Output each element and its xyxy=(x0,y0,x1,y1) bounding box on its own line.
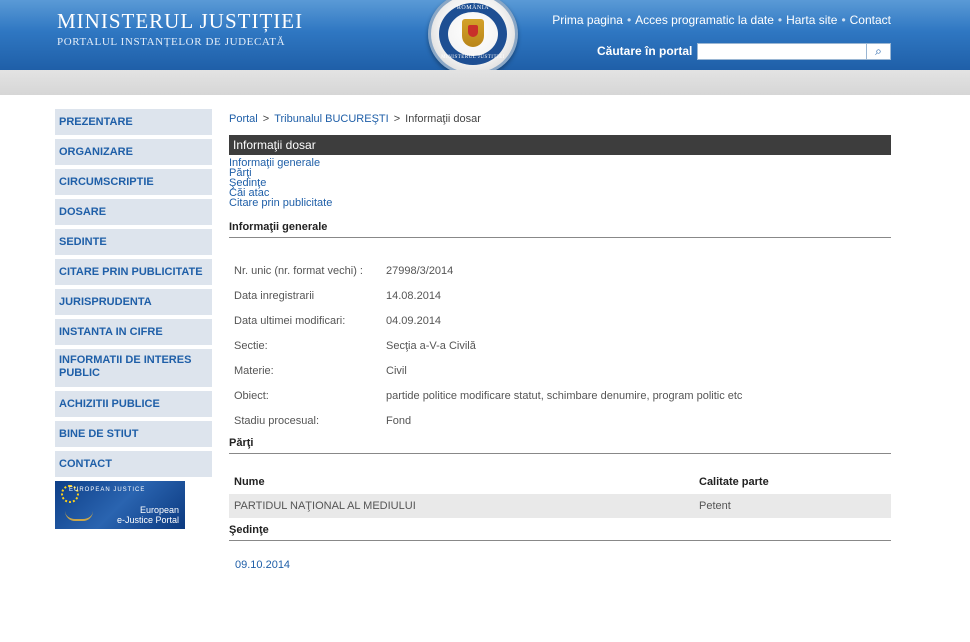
info-value: 04.09.2014 xyxy=(386,314,442,327)
nav-harta-site[interactable]: Harta site xyxy=(786,13,838,27)
link-parti[interactable]: Părţi xyxy=(229,167,252,179)
link-informatii-generale[interactable]: Informaţii generale xyxy=(229,157,321,169)
table-row xyxy=(229,494,891,518)
table-row xyxy=(229,333,891,358)
ejustice-line1: European xyxy=(139,505,179,515)
info-label: Stadiu procesual: xyxy=(234,414,319,427)
link-cai-atac[interactable]: Căi atac xyxy=(229,187,270,199)
parti-heading: Părţi xyxy=(229,437,891,454)
column-header-nume: Nume xyxy=(234,476,265,488)
info-value: 27998/3/2014 xyxy=(386,264,454,277)
page-title: Informaţii dosar xyxy=(229,135,891,155)
sidebar-item-prezentare[interactable]: PREZENTARE xyxy=(55,109,212,135)
table-row xyxy=(229,283,891,308)
info-value: Civil xyxy=(386,364,407,377)
info-label: Materie: xyxy=(234,364,274,377)
sidebar-item-jurisprudenta[interactable]: JURISPRUDENTA xyxy=(55,289,212,315)
info-label: Data ultimei modificari: xyxy=(234,314,346,327)
party-name: PARTIDUL NAŢIONAL AL MEDIULUI xyxy=(229,494,699,518)
hearing-date-link[interactable]: 09.10.2014 xyxy=(235,559,291,571)
site-header xyxy=(0,0,970,70)
info-value: 14.08.2014 xyxy=(386,289,442,302)
party-role: Petent xyxy=(699,494,891,518)
nav-prima-pagina[interactable]: Prima pagina xyxy=(552,13,623,27)
table-header-row xyxy=(229,470,891,494)
section-links xyxy=(229,158,891,208)
sidebar-item-bine-de-stiut[interactable]: BINE DE STIUT xyxy=(55,421,212,447)
sidebar-menu xyxy=(55,109,212,529)
nav-acces-programatic[interactable]: Acces programatic la date xyxy=(635,13,774,27)
breadcrumb-current: Informaţii dosar xyxy=(405,113,481,125)
ejustice-portal-banner[interactable] xyxy=(55,481,185,529)
ejustice-line2: e-Justice Portal xyxy=(116,515,179,525)
nav-separator: • xyxy=(841,13,846,27)
emblem-top-text: ROMÂNIA xyxy=(456,5,490,11)
sidebar-item-citare-prin-publicitate[interactable]: CITARE PRIN PUBLICITATE xyxy=(55,259,212,285)
table-row xyxy=(229,258,891,283)
info-value: Fond xyxy=(386,414,412,427)
sedinte-heading: Şedinţe xyxy=(229,524,891,541)
header-subbar xyxy=(0,70,970,95)
link-citare-prin-publicitate[interactable]: Citare prin publicitate xyxy=(229,197,333,209)
column-header-calitate-parte: Calitate parte xyxy=(699,476,769,488)
general-info-heading: Informaţii generale xyxy=(229,221,891,238)
sidebar-item-dosare[interactable]: DOSARE xyxy=(55,199,212,225)
site-subtitle: PORTALUL INSTANȚELOR DE JUDECATĂ xyxy=(57,36,286,48)
info-label: Sectie: xyxy=(234,339,268,352)
sidebar-item-circumscriptie[interactable]: CIRCUMSCRIPTIE xyxy=(55,169,212,195)
sidebar-item-contact[interactable]: CONTACT xyxy=(55,451,212,477)
table-row xyxy=(229,308,891,333)
nav-separator: • xyxy=(777,13,783,27)
search-label: Căutare în portal xyxy=(597,44,693,58)
site-title[interactable]: MINISTERUL JUSTIȚIEI xyxy=(57,9,304,33)
breadcrumb-tribunal[interactable]: Tribunalul BUCUREŞTI xyxy=(274,113,389,125)
ejustice-label xyxy=(117,505,179,525)
table-row xyxy=(229,408,891,433)
sidebar-item-instanta-in-cifre[interactable]: INSTANTA IN CIFRE xyxy=(55,319,212,345)
breadcrumb-portal[interactable]: Portal xyxy=(229,113,258,125)
main-content xyxy=(229,109,891,571)
parti-table xyxy=(229,470,891,518)
info-label: Obiect: xyxy=(234,389,269,402)
link-sedinte[interactable]: Şedinţe xyxy=(229,177,267,189)
sidebar-item-achizitii-publice[interactable]: ACHIZITII PUBLICE xyxy=(55,391,212,417)
info-label: Nr. unic (nr. format vechi) : xyxy=(234,264,363,277)
breadcrumb-separator: > xyxy=(393,113,401,125)
top-navigation xyxy=(552,13,891,27)
breadcrumb-separator: > xyxy=(262,113,270,125)
breadcrumb xyxy=(229,109,891,127)
table-row xyxy=(229,383,891,408)
ejustice-small-text: EUROPEAN JUSTICE xyxy=(69,487,146,493)
info-value: partide politice modificare statut, schimbare denumire, program politic etc xyxy=(386,389,743,402)
shield-icon xyxy=(462,19,484,47)
general-info-table xyxy=(229,258,891,433)
scales-icon xyxy=(65,511,93,521)
table-row xyxy=(229,358,891,383)
nav-contact[interactable]: Contact xyxy=(849,13,891,27)
emblem-bottom-text: MINISTERUL JUSTIȚIEI xyxy=(441,55,505,60)
search-icon[interactable]: ⌕ xyxy=(867,43,891,60)
sidebar-item-organizare[interactable]: ORGANIZARE xyxy=(55,139,212,165)
search-input[interactable] xyxy=(697,43,867,60)
coat-of-arms-emblem[interactable] xyxy=(428,0,518,76)
sidebar-item-sedinte[interactable]: SEDINTE xyxy=(55,229,212,255)
info-value: Secţia a-V-a Civilă xyxy=(386,339,476,352)
nav-separator: • xyxy=(626,13,632,27)
sidebar-item-informatii-interes-public[interactable]: INFORMATII DE INTERES PUBLIC xyxy=(55,349,212,387)
info-label: Data inregistrarii xyxy=(234,289,315,302)
